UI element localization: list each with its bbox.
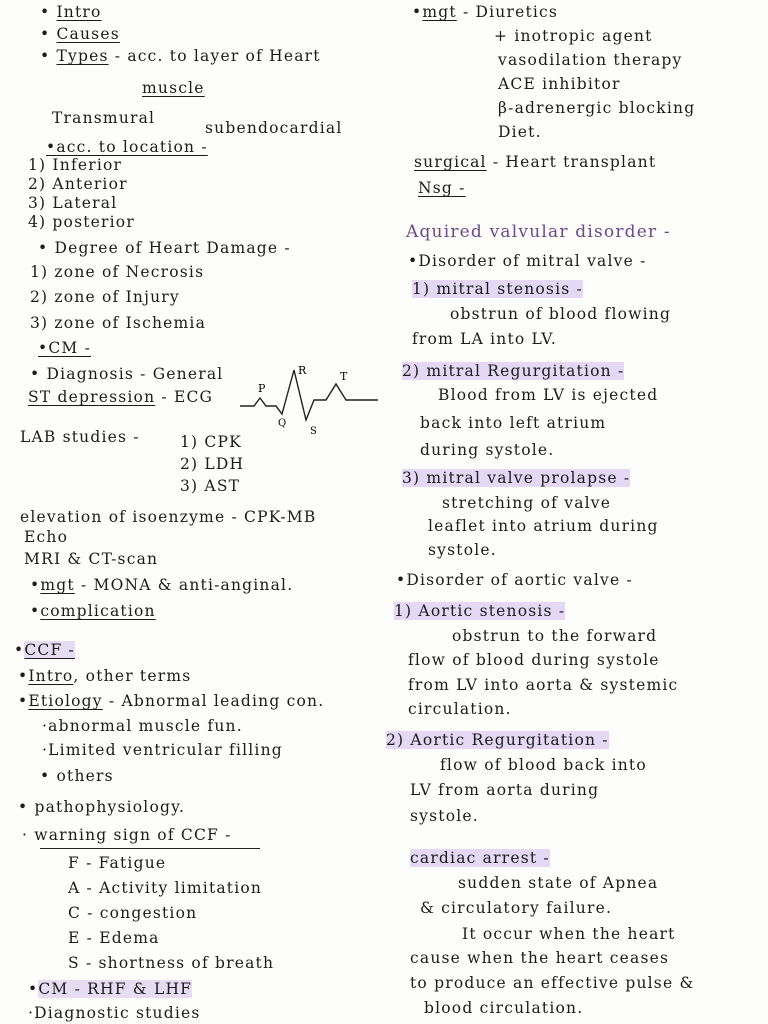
location-posterior: 4) posterior (28, 213, 135, 231)
arrest-desc-4: cause when the heart ceases (410, 949, 670, 967)
etiology-item-3: • others (40, 767, 114, 785)
ar-desc-2: LV from aorta during (410, 781, 600, 799)
ms-desc-2: from LA into LV. (412, 330, 558, 348)
warning-f: F - Fatigue (68, 854, 167, 872)
zone-injury: 2) zone of Injury (30, 288, 180, 306)
arrest-title: cardiac arrest - (410, 849, 550, 867)
zone-ischemia: 3) zone of Ischemia (30, 314, 207, 332)
mgt-line: •mgt - MONA & anti-anginal. (30, 576, 294, 594)
right-mgt-line: •mgt - Diuretics (412, 3, 559, 21)
causes-heading: Causes (56, 25, 120, 43)
patho-line: • pathophysiology. (18, 798, 186, 816)
echo-text: Echo (24, 528, 69, 546)
mgt-vasodilation: vasodilation therapy (498, 51, 683, 69)
location-heading: •acc. to location - (46, 138, 208, 156)
bullet-causes: • Causes (40, 25, 120, 43)
mr-desc-3: during systole. (420, 441, 555, 459)
valvular-heading: Aquired valvular disorder - (406, 222, 671, 242)
as-desc-4: circulation. (408, 700, 512, 718)
mvp-desc-1: stretching of valve (442, 494, 612, 512)
bullet-types: • Types - acc. to layer of Heart (40, 47, 321, 65)
mgt-ace: ACE inhibitor (498, 75, 621, 93)
nsg-line: Nsg - (418, 179, 466, 197)
location-inferior: 1) Inferior (28, 156, 123, 174)
ms-title: 1) mitral stenosis - (412, 280, 583, 298)
arrest-desc-3: It occur when the heart (462, 925, 676, 943)
warning-c: C - congestion (68, 904, 198, 922)
ccf-heading: •CCF - (14, 641, 75, 659)
ccf-cm-line: •CM - RHF & LHF (28, 980, 193, 998)
complication-line: •complication (30, 602, 156, 620)
ecg-label-s: S (310, 426, 317, 437)
ecg-waveform (240, 362, 380, 442)
mgt-beta: β-adrenergic blocking (498, 99, 696, 117)
degree-heading: • Degree of Heart Damage - (38, 239, 291, 257)
warning-s: S - shortness of breath (68, 954, 275, 972)
warning-e: E - Edema (68, 929, 160, 947)
warning-underline (40, 848, 260, 849)
arrest-desc-5: to produce an effective pulse & (410, 974, 695, 992)
location-lateral: 3) Lateral (28, 194, 118, 212)
elevation-text: elevation of isoenzyme - CPK-MB (20, 508, 317, 526)
mr-title: 2) mitral Regurgitation - (402, 362, 625, 380)
lab-studies: LAB studies - (20, 428, 140, 446)
etiology-item-2: ·Limited ventricular filling (42, 741, 283, 759)
warning-line: · warning sign of CCF - (22, 826, 232, 844)
lab-ast: 3) AST (180, 477, 241, 495)
cm-heading: •CM - (38, 339, 92, 357)
aortic-heading: •Disorder of aortic valve - (396, 571, 633, 589)
bullet-intro: • Intro (40, 3, 102, 21)
mvp-desc-3: systole. (428, 541, 497, 559)
muscle-text: muscle (142, 79, 205, 97)
ecg-label-q: Q (278, 418, 287, 429)
mgt-diet: Diet. (498, 123, 542, 141)
ecg-label-t: T (340, 370, 348, 383)
lab-cpk: 1) CPK (180, 433, 242, 451)
ecg-label-p: P (258, 382, 266, 395)
mr-desc-1: Blood from LV is ejected (438, 386, 659, 404)
as-desc-1: obstrun to the forward (452, 627, 658, 645)
mvp-desc-2: leaflet into atrium during (428, 517, 659, 535)
mr-desc-2: back into left atrium (420, 414, 607, 432)
as-desc-3: from LV into aorta & systemic (408, 676, 679, 694)
warning-a: A - Activity limitation (68, 879, 263, 897)
transmural-text: Transmural (52, 109, 156, 127)
st-depression-line: ST depression - ECG (28, 388, 214, 406)
mitral-heading: •Disorder of mitral valve - (408, 252, 647, 270)
types-text: - acc. to layer of Heart (114, 47, 321, 65)
etiology-item-1: ·abnormal muscle fun. (42, 717, 243, 735)
ms-desc-1: obstrun of blood flowing (450, 305, 672, 323)
arrest-desc-1: sudden state of Apnea (458, 874, 659, 892)
as-title: 1) Aortic stenosis - (394, 602, 566, 620)
intro-heading: Intro (56, 3, 102, 21)
etiology-line: •Etiology - Abnormal leading con. (18, 692, 325, 710)
as-desc-2: flow of blood during systole (408, 651, 660, 669)
arrest-desc-2: & circulatory failure. (420, 899, 613, 917)
subendocardial-text: subendocardial (205, 119, 343, 137)
lab-ldh: 2) LDH (180, 455, 245, 473)
ar-title: 2) Aortic Regurgitation - (386, 731, 609, 749)
location-anterior: 2) Anterior (28, 175, 128, 193)
types-heading: Types (56, 47, 109, 65)
mvp-title: 3) mitral valve prolapse - (402, 469, 631, 487)
mri-text: MRI & CT-scan (24, 550, 159, 568)
mgt-inotropic: + inotropic agent (494, 27, 653, 45)
ccf-intro-line: •Intro, other terms (18, 667, 192, 685)
diagnostic-studies-line: ·Diagnostic studies (28, 1004, 201, 1022)
surgical-line: surgical - Heart transplant (414, 153, 657, 171)
zone-necrosis: 1) zone of Necrosis (30, 263, 205, 281)
ar-desc-3: systole. (410, 807, 479, 825)
diagnosis-line: • Diagnosis - General (30, 365, 224, 383)
arrest-desc-6: blood circulation. (424, 999, 584, 1017)
ecg-label-r: R (298, 364, 307, 377)
ar-desc-1: flow of blood back into (440, 756, 647, 774)
